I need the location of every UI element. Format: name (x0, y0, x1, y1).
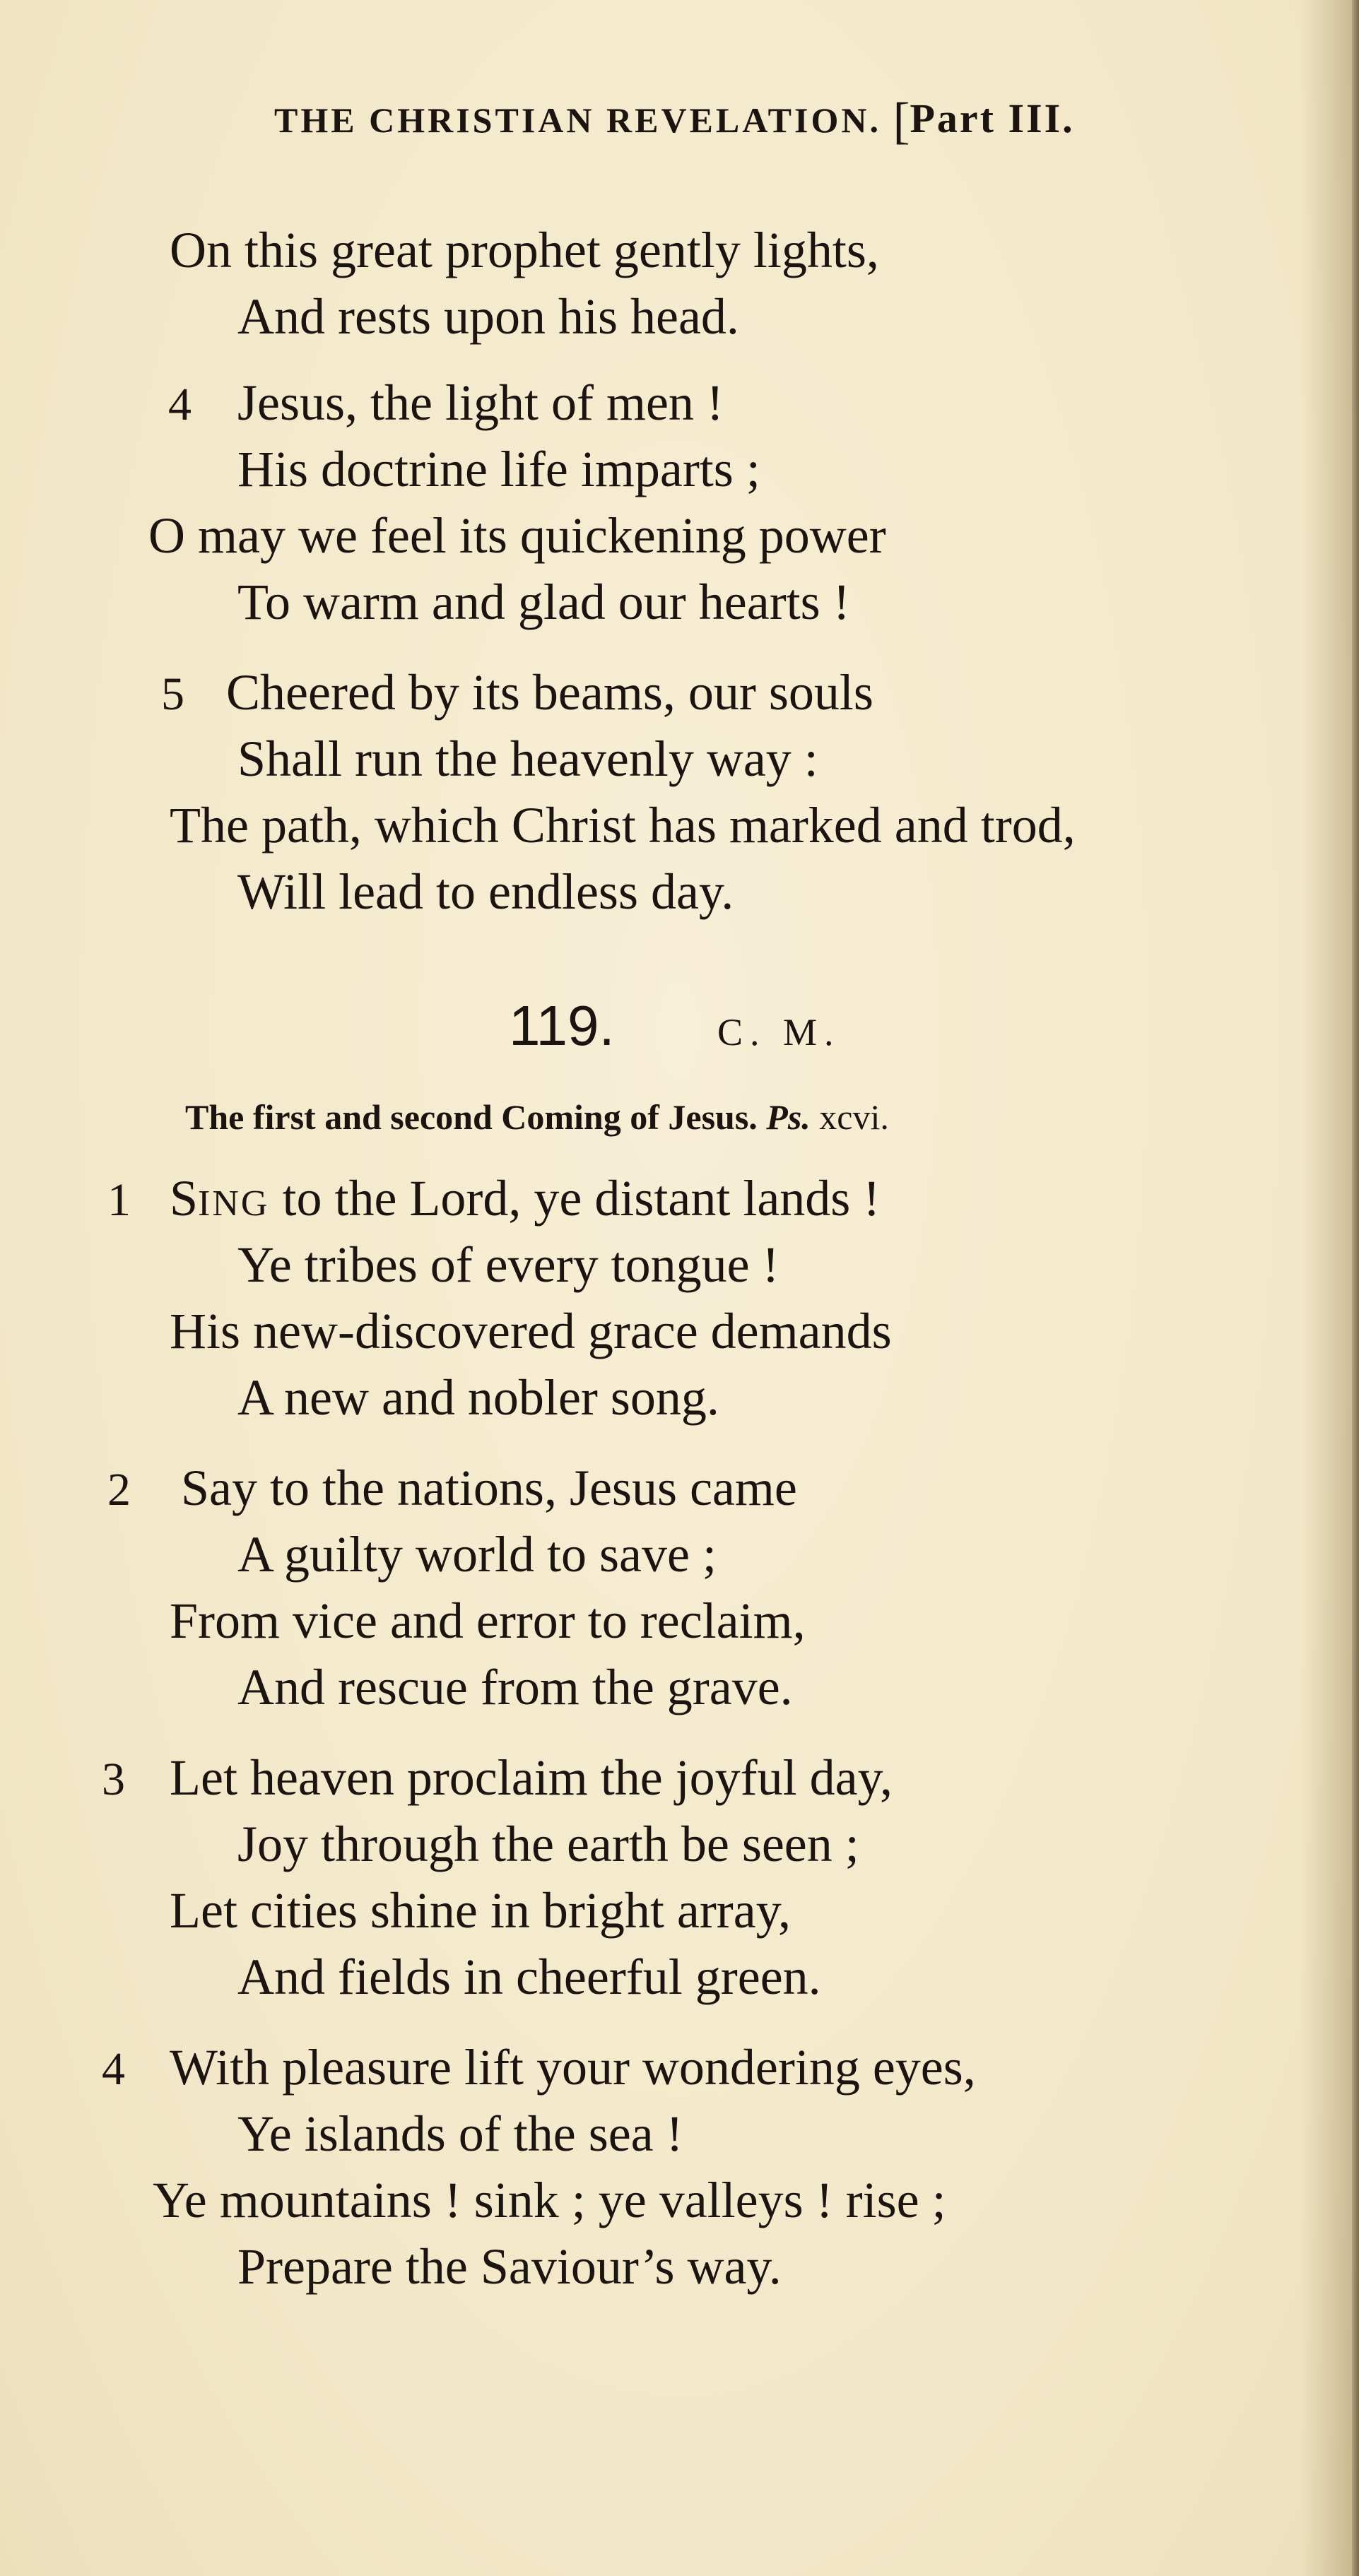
stanza-2-line-1: Say to the nations, Jesus came (181, 1460, 797, 1516)
stanza-3-line-3: Let cities shine in bright array, (170, 1882, 792, 1939)
prev-stanza-4-line-1: Jesus, the light of men ! (237, 374, 724, 431)
stanza-3-line-2: Joy through the earth be seen ; (237, 1816, 859, 1872)
continuation-line-1: On this great prophet gently lights, (170, 222, 879, 278)
hymn-subtitle (185, 1099, 889, 1135)
stanza-1-line-4: A new and nobler song. (237, 1369, 719, 1426)
running-head (274, 92, 1075, 150)
hymn-number: 119. (509, 994, 615, 1057)
stanza-1-initial-rest: ING (198, 1183, 270, 1224)
prev-stanza-number-5: 5 (161, 668, 184, 720)
hymn-subtitle-text: The first and second Coming of Jesus. (185, 1097, 758, 1137)
prev-stanza-number-4: 4 (168, 379, 192, 430)
stanza-4-line-1: With pleasure lift your wondering eyes, (170, 2039, 976, 2096)
running-head-bracket: [ (893, 93, 910, 149)
stanza-number-2: 2 (107, 1464, 131, 1516)
running-head-title: THE CHRISTIAN REVELATION. (274, 100, 881, 140)
prev-stanza-5-line-1: Cheered by its beams, our souls (226, 664, 873, 721)
stanza-4-line-2: Ye islands of the sea ! (237, 2105, 683, 2162)
stanza-1-initial: S (170, 1170, 199, 1227)
stanza-1-first-line-rest: to the Lord, ye distant lands ! (269, 1170, 881, 1227)
hymn-meter: C. M. (717, 1011, 841, 1053)
stanza-4-line-4: Prepare the Saviour’s way. (237, 2238, 782, 2295)
stanza-number-1: 1 (107, 1174, 131, 1226)
prev-stanza-5-line-3: The path, which Christ has marked and trod, (170, 797, 1076, 853)
stanza-1-line-3: His new-discovered grace demands (170, 1303, 892, 1359)
prev-stanza-5-line-2: Shall run the heavenly way : (237, 731, 818, 787)
stanza-4-line-3: Ye mountains ! sink ; ye valleys ! rise ; (153, 2172, 946, 2228)
stanza-number-3: 3 (102, 1754, 125, 1805)
prev-stanza-4-line-3: O may we feel its quickening power (148, 507, 886, 564)
prev-stanza-4-line-4: To warm and glad our hearts ! (237, 574, 850, 630)
stanza-1-line-1 (170, 1170, 881, 1227)
prev-stanza-5-line-4: Will lead to endless day. (237, 863, 734, 920)
stanza-3-line-4: And fields in cheerful green. (237, 1949, 821, 2005)
prev-stanza-4-line-2: His doctrine life imparts ; (237, 441, 760, 497)
hymn-subtitle-ref-num: xcvi. (819, 1097, 889, 1137)
stanza-2-line-4: And rescue from the grave. (237, 1659, 793, 1715)
stanza-2-line-3: From vice and error to reclaim, (170, 1593, 806, 1649)
stanza-1-line-2: Ye tribes of every tongue ! (237, 1236, 779, 1293)
page-edge-shadow (1352, 0, 1359, 2576)
hymn-subtitle-ref-book: Ps. (766, 1097, 811, 1137)
stanza-2-line-2: A guilty world to save ; (237, 1526, 717, 1583)
stanza-number-4: 4 (102, 2043, 125, 2095)
stanza-3-line-1: Let heaven proclaim the joyful day, (170, 1749, 893, 1806)
running-head-part: Part III. (910, 95, 1075, 141)
continuation-line-2: And rests upon his head. (237, 288, 739, 345)
